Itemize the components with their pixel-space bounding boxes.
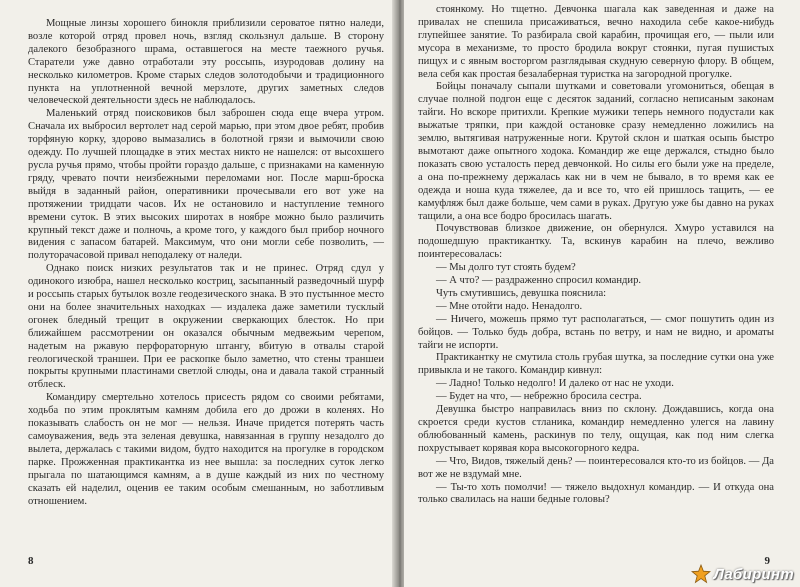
page-number-left: 8 <box>28 555 34 567</box>
labirint-watermark <box>691 563 794 585</box>
left-page-text <box>28 18 384 508</box>
right-page-text <box>418 4 774 507</box>
dialogue-line: — Ты-то хоть помолчи! — тяжело выдохнул командир. — И откуда она только свалилась на наши бедные головы? <box>418 481 774 506</box>
paragraph: Почувствовав близкое движение, он обернулся. Хмуро уставился на подошедшую практикантку. Та, вскинув карабин на плечо, вежливо поинтересовалась: <box>418 223 774 261</box>
page-number-right: 9 <box>764 555 770 567</box>
paragraph: стоянкому. Но тщетно. Девчонка шагала как заведенная и даже на привалах не спешила присаживаться, вечно находила себе какое-нибудь глупейшее занятие. То разбирала свой карабин, прочищая его, — пыли или мусора в механизме, то просто бродила вокруг стоянки, пугая пушистых пищух и с явным восторгом разглядывая скудную северную флору. В общем, вела себя как простая безалаберная туристка на загородной прогулке. <box>418 4 774 80</box>
paragraph: Чуть смутившись, девушка пояснила: <box>436 287 607 299</box>
watermark-brand: Лабиринт <box>713 565 794 583</box>
dialogue-line: — Мы долго тут стоять будем? <box>436 262 576 274</box>
paragraph: Маленький отряд поисковиков был заброшен сюда еще вчера утром. Сначала их выбросил вертолет над серой марью, при этом двое ребят, пробив торфяную корку, здорово вымазались в болотной грязи и вымочили свою одежду. По лучшей площадке в этих местах никто не нашелся: от высохшего русла ручья прямо, чтобы пройти гораздо дальше, с признаками на каменную гряду, чревато почти неизбежными переломами ног. После марш-броска выйдя в заданный район, оперативники прочесывали его вот уже на протяжении тридцати часов. Их не остановило и наступление темного времени суток. В этих высоких широтах в ноябре можно было различить крупный текст даже и полночь, а кроме того, у каждого был прибор ночного видения с запасом батарей. Максимум, что они могли себе позволить, — полуторачасовой привал неподалеку от наледи. <box>28 108 384 262</box>
dialogue-line: — Мне отойти надо. Ненадолго. <box>436 300 583 312</box>
paragraph: Бойцы поначалу сыпали шутками и советовали угомониться, обещая в случае полной подгон еще с десяток заданий, согласно неписаным законам тайги. Но вскоре притихли. Крепкие мужики теперь немного подустали как выжатые тряпки, при каждой остановке сразу немедленно ложились на землю, вытягивая натруженные ноги. Крутой склон и шаткая осыпь быстро вымотают даже опытного ходока. Командир же еще держался, стыдно было показать свою усталость перед девчонкой. Но силы его были уже на пределе, а она по-прежнему держалась как ни в чем не бывало, в то время как ее одежда и ноша куда тяжелее, да и все то, что ей пришлось тащить, — ее камуфляж был даже больше, чем сами в руках. Другую уже бы давно на руках тащили, а она все бодро бросилась шагать. <box>418 81 774 222</box>
paragraph: Девушка быстро направилась вниз по склону. Дождавшись, когда она скроется среди кустов стланика, командир немедленно улегся на лавину облюбованный камень, раскинув по телу, ощущая, как под ним слегка похрустывает корявая кора высокогорного кедра. <box>418 404 774 454</box>
star-icon <box>691 564 711 584</box>
paragraph: Мощные линзы хорошего бинокля приблизили сероватое пятно наледи, возле которой отряд провел ночь, взгляд скользнул дальше. В сторону далекого безобразного шрама, оставшегося на месте таежного ручья. Старатели уже давно отработали эту россыпь, изуродовав долину на несколько километров. Кроме старых следов золотодобычи и традиционного пункта на уплотненной вечной мерзлоте, других заметных следов человеческой деятельности здесь не наблюдалось. <box>28 18 384 107</box>
dialogue-line: — Что, Видов, тяжелый день? — поинтересовался кто-то из бойцов. — Да вот же не вздумай мне. <box>418 455 774 480</box>
paragraph: Практикантку не смутила столь грубая шутка, за последние сутки она уже привыкла и не такого. Командир кивнул: <box>418 352 774 377</box>
paragraph: Однако поиск низких результатов так и не принес. Отряд сдул у одинокого изюбра, нашел несколько костриц, засыпанный разведочный шурф и россыпь старых бутылок возле геодезического знака. В это пустынное место они на более значительных находках — издалека даже заметили тусклый огонек бледный трещит в окружении сверкающих блесток. Но при ближайшем рассмотрении он оказался обычным медвежьим черепом, надетым на ржавую перфораторную штангу, вбитую в отвалы старой геологической траншеи. При ее раскопке было заметно, что стены траншеи покрыты крупными пластинами светлой слюды, она и давала такой странный отблеск. <box>28 263 384 391</box>
right-page <box>404 0 800 587</box>
dialogue-line: — Ничего, можешь прямо тут располагаться, — смог пошутить один из бойцов. — Только будь добра, встань по ветру, и нам не видно, и ароматы тайги не испорти. <box>418 313 774 351</box>
dialogue-line: — Будет на что, — небрежно бросила сестра. <box>436 391 642 403</box>
dialogue-line: — Ладно! Только недолго! И далеко от нас не уходи. <box>436 378 674 390</box>
paragraph: Командиру смертельно хотелось присесть рядом со своими ребятами, ходьба по этим проклятым камням добила его до дрожи в коленях. Но показывать слабость он не мог — нельзя. Иначе придется потерять часть самоуважения, ведь эта зеленая девушка, навязанная в группу незадолго до вылета, держалась с такими видом, будто находится на прогулке в городском парке. Прожженная практикантка из нее вышла: за последних суток легко прыгала по шатающимся камням, а в душе каждый из них по честному сказать ей наделил, оценив ее таким особым смешанным, но заботливым отношением. <box>28 392 384 507</box>
left-page <box>0 0 396 587</box>
dialogue-line: — А что? — раздраженно спросил командир. <box>436 275 642 287</box>
